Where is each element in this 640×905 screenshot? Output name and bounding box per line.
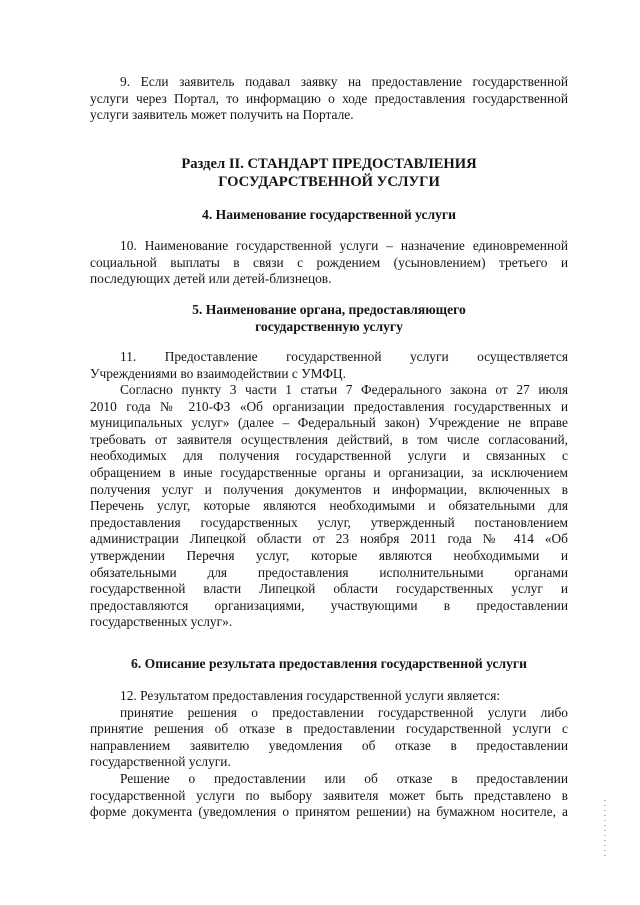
text-line: предоставления государственных услуг, утвержденный постановлением: [90, 514, 568, 530]
text-line: государственной услуги по выбору заявителя может быть представлено в: [90, 787, 568, 803]
text-line: обращением в иные государственные органы и организации, за исключением: [90, 464, 568, 480]
text-line: форме документа (уведомления о принятом решении) на бумажном носителе, а: [90, 804, 568, 820]
text-line: получения услуг и получения документов и информации, включенных в: [90, 481, 568, 497]
text-line: государственных услуг».: [90, 614, 233, 630]
scan-margin-artifact: [604, 800, 606, 860]
subsection-heading-4: [90, 206, 568, 223]
text-line: предоставляются организациями, участвующими в предоставлении: [90, 597, 568, 613]
text-line: Решение о предоставлении или об отказе в предоставлении: [120, 770, 568, 786]
text-line: 10. Наименование государственной услуги – назначение единовременной: [120, 238, 568, 253]
heading-line: государственную услугу: [255, 319, 403, 334]
text-line: услуги через Портал, то информацию о ходе предоставления государственной: [90, 90, 568, 106]
heading-line: Раздел II. СТАНДАРТ ПРЕДОСТАВЛЕНИЯ: [181, 156, 477, 172]
paragraph-12: [90, 688, 568, 821]
paragraph-11: [90, 349, 568, 382]
text-line: принятие решения об отказе в предоставлении государственной услуги с: [90, 721, 568, 737]
text-line: Согласно пункту 3 части 1 статьи 7 Федерального закона от 27 июля: [120, 382, 568, 397]
text-line: необходимых для получения государственной услуги и связанных с: [90, 448, 568, 464]
text-line: администрации Липецкой области от 23 ноября 2011 года № 414 «Об: [90, 531, 568, 547]
text-line: 2010 года № 210-ФЗ «Об организации предоставления государственных и: [90, 398, 568, 414]
text-line: услуги заявитель может получить на Портале.: [90, 107, 354, 123]
paragraph-9: [90, 74, 568, 124]
subsection-heading-5: [90, 301, 568, 335]
paragraph-10: [90, 238, 568, 288]
heading-line: 5. Наименование органа, предоставляющего: [192, 302, 466, 317]
subsection-heading-6: [90, 655, 568, 672]
section-heading: [90, 155, 568, 191]
heading-line: 6. Описание результата предоставления государственной услуги: [131, 656, 527, 671]
text-line: требовать от заявителя осуществления действий, в том числе согласований,: [90, 431, 568, 447]
text-line: утверждении Перечня услуг, которые являются необходимыми и: [90, 547, 568, 563]
text-line: 9. Если заявитель подавал заявку на предоставление государственной: [120, 74, 568, 89]
text-line: Учреждениями во взаимодействии с УМФЦ.: [90, 365, 346, 381]
heading-line: 4. Наименование государственной услуги: [202, 207, 456, 222]
paragraph-11-continued: [90, 382, 568, 631]
text-line: 12. Результатом предоставления государственной услуги является:: [120, 688, 501, 703]
text-line: обязательными для предоставления исполнительными органами: [90, 564, 568, 580]
text-line: государственной услуги.: [90, 754, 231, 770]
text-line: направлением заявителю уведомления об отказе в предоставлении: [90, 737, 568, 753]
heading-line: ГОСУДАРСТВЕННОЙ УСЛУГИ: [218, 174, 440, 190]
text-line: социальной выплаты в связи с рождением (усыновлением) третьего и: [90, 254, 568, 270]
text-line: государственной власти Липецкой области государственных услуг и: [90, 581, 568, 597]
text-line: 11. Предоставление государственной услуги осуществляется: [120, 349, 568, 364]
text-line: муниципальных услуг» (далее – Федеральный закон) Учреждение не вправе: [90, 415, 568, 431]
text-line: принятие решения о предоставлении государственной услуги либо: [120, 704, 568, 720]
text-line: последующих детей или детей-близнецов.: [90, 271, 332, 287]
text-line: Перечень услуг, которые являются необходимыми и обязательными для: [90, 498, 568, 514]
